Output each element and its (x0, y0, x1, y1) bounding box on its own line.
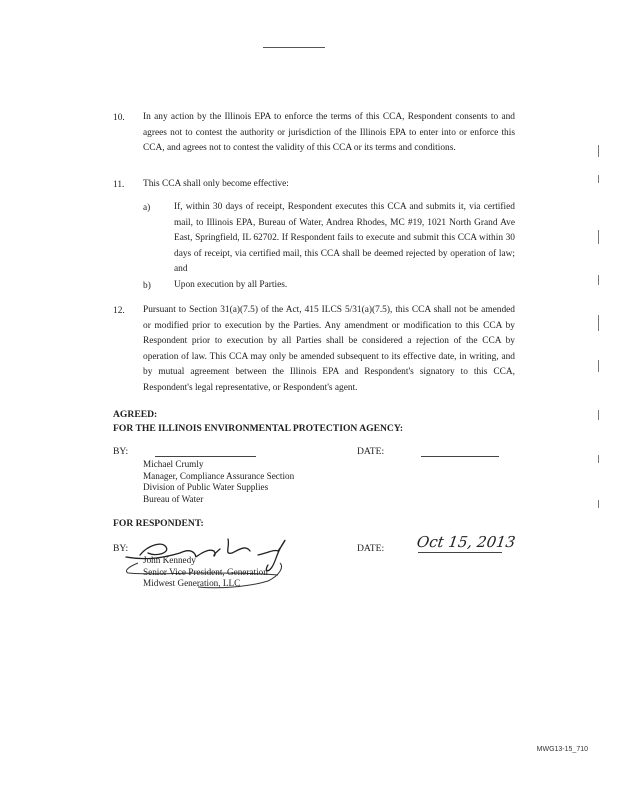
epa-signer-title: Manager, Compliance Assurance Section (143, 470, 295, 481)
scan-mark (598, 455, 599, 463)
top-rule (263, 47, 325, 48)
respondent-signer-block (143, 555, 268, 590)
respondent-signer-title: Senior Vice President, Generation (143, 566, 268, 577)
scan-mark (598, 500, 599, 508)
item-11a-label: a) (143, 203, 151, 213)
scan-mark (598, 410, 599, 420)
epa-signer-name: Michael Crumly (143, 459, 204, 469)
respondent-date-line (418, 552, 502, 553)
scan-mark (598, 360, 599, 372)
epa-signer-block (143, 459, 294, 505)
item-10-text: In any action by the Illinois EPA to enforce the terms of this CCA, Respondent consents to and agrees not to contest the authority or jurisdiction of the Illinois EPA to enter into or enforce this CCA, and agrees not to contest the validity of this CCA or its terms and conditions. (143, 112, 515, 153)
item-11-text: This CCA shall only become effective: (143, 179, 289, 189)
item-11b-text: Upon execution by all Parties. (174, 280, 288, 290)
epa-signer-bureau: Bureau of Water (143, 493, 204, 504)
item-11a-text: If, within 30 days of receipt, Respondent executes this CCA and submits it, via certified mail, to Illinois EPA, Bureau of Water, Andrea Rhodes, MC #19, 1021 North Grand Ave East, Springfield, IL 62702. If Respondent fails to execute and submit this CCA within 30 days of receipt, via certified mail, this CCA shall be deemed rejected by operation of law; and (174, 202, 515, 274)
item-11b-label: b) (143, 281, 151, 291)
item-12-number: 12. (113, 306, 125, 316)
scan-mark (598, 175, 599, 183)
epa-date-line (421, 456, 499, 457)
respondent-signer-name: John Kennedy (143, 555, 196, 565)
respondent-signer-company: Midwest Generation, LLC (143, 578, 241, 589)
respondent-date-value: Oct 15, 2013 (415, 533, 517, 551)
item-12-text: Pursuant to Section 31(a)(7.5) of the Act, 415 ILCS 5/31(a)(7.5), this CCA shall not be amended or modified prior to execution by the Parties. Any amendment or modification to this CCA by Respondent prior to execution by all Parties shall be considered a rejection of the CCA by operation of law. This CCA may only be amended subsequent to its effective date, in writing, and by mutual agreement between the Illinois EPA and Respondent's signatory to this CCA, Respondent's legal representative, or Respondent's agent. (143, 305, 515, 393)
scan-mark (598, 230, 599, 244)
respondent-by-label: BY: (113, 543, 129, 554)
agreed-heading: AGREED: (113, 409, 158, 420)
epa-heading: FOR THE ILLINOIS ENVIRONMENTAL PROTECTION AGENCY: (113, 423, 404, 434)
item-10-number: 10. (113, 113, 125, 123)
bates-number: MWG13-15_710 (536, 746, 588, 753)
scan-mark (598, 315, 599, 331)
epa-date-label: DATE: (357, 446, 385, 457)
respondent-heading: FOR RESPONDENT: (113, 518, 204, 529)
epa-by-label: BY: (113, 446, 129, 457)
scan-mark (598, 275, 599, 285)
epa-signer-division: Division of Public Water Supplies (143, 482, 269, 493)
item-11-number: 11. (113, 180, 125, 190)
scan-mark (598, 145, 599, 157)
respondent-date-label: DATE: (357, 543, 385, 554)
epa-signature-line (155, 456, 256, 457)
